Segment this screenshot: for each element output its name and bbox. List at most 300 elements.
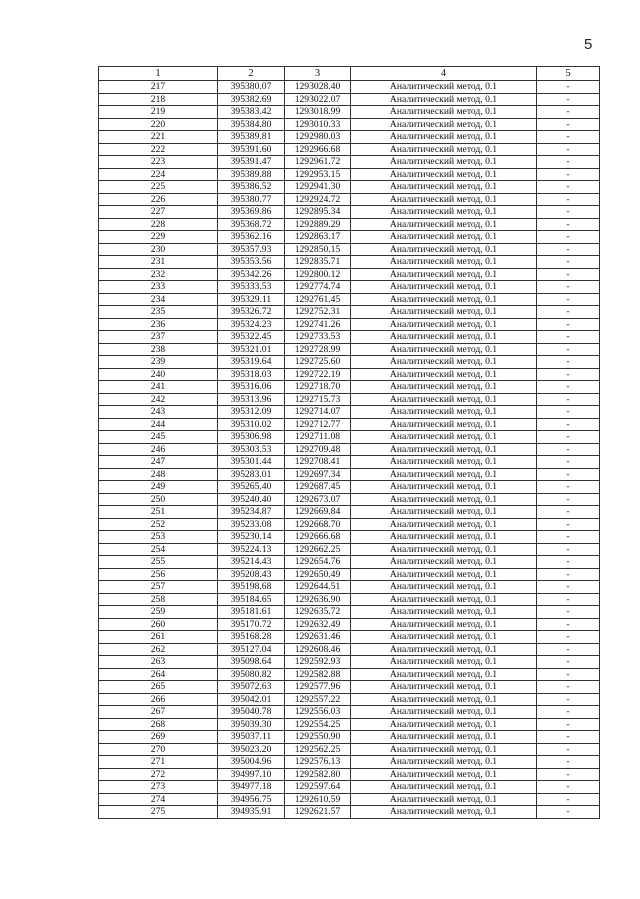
y-coordinate-cell: 1292924.72 — [285, 193, 351, 206]
x-coordinate-cell: 395181.61 — [218, 606, 285, 619]
mark-cell: - — [537, 106, 600, 119]
method-cell: Аналитический метод, 0.1 — [351, 106, 537, 119]
method-cell: Аналитический метод, 0.1 — [351, 643, 537, 656]
table-row — [99, 81, 600, 94]
mark-cell: - — [537, 343, 600, 356]
y-coordinate-cell: 1292610.59 — [285, 793, 351, 806]
point-number-cell: 218 — [99, 93, 218, 106]
method-cell: Аналитический метод, 0.1 — [351, 756, 537, 769]
y-coordinate-cell: 1292761.45 — [285, 293, 351, 306]
point-number-cell: 244 — [99, 418, 218, 431]
x-coordinate-cell: 395042.01 — [218, 693, 285, 706]
y-coordinate-cell: 1293018.99 — [285, 106, 351, 119]
y-coordinate-cell: 1292597.64 — [285, 781, 351, 794]
table-row — [99, 618, 600, 631]
point-number-cell: 220 — [99, 118, 218, 131]
y-coordinate-cell: 1292697.34 — [285, 468, 351, 481]
method-cell: Аналитический метод, 0.1 — [351, 693, 537, 706]
mark-cell: - — [537, 643, 600, 656]
method-cell: Аналитический метод, 0.1 — [351, 243, 537, 256]
mark-cell: - — [537, 693, 600, 706]
method-cell: Аналитический метод, 0.1 — [351, 743, 537, 756]
mark-cell: - — [537, 656, 600, 669]
table-row — [99, 593, 600, 606]
point-number-cell: 221 — [99, 131, 218, 144]
table-row — [99, 668, 600, 681]
y-coordinate-cell: 1292711.08 — [285, 431, 351, 444]
mark-cell: - — [537, 218, 600, 231]
x-coordinate-cell: 395326.72 — [218, 306, 285, 319]
point-number-cell: 269 — [99, 731, 218, 744]
point-number-cell: 253 — [99, 531, 218, 544]
y-coordinate-cell: 1292966.68 — [285, 143, 351, 156]
x-coordinate-cell: 395224.13 — [218, 543, 285, 556]
x-coordinate-cell: 395004.96 — [218, 756, 285, 769]
y-coordinate-cell: 1292718.70 — [285, 381, 351, 394]
method-cell: Аналитический метод, 0.1 — [351, 468, 537, 481]
method-cell: Аналитический метод, 0.1 — [351, 506, 537, 519]
point-number-cell: 255 — [99, 556, 218, 569]
method-cell: Аналитический метод, 0.1 — [351, 93, 537, 106]
point-number-cell: 226 — [99, 193, 218, 206]
method-cell: Аналитический метод, 0.1 — [351, 131, 537, 144]
column-header-4: 4 — [351, 67, 537, 81]
y-coordinate-cell: 1292953.15 — [285, 168, 351, 181]
x-coordinate-cell: 395312.09 — [218, 406, 285, 419]
point-number-cell: 264 — [99, 668, 218, 681]
table-row — [99, 756, 600, 769]
point-number-cell: 230 — [99, 243, 218, 256]
method-cell: Аналитический метод, 0.1 — [351, 256, 537, 269]
y-coordinate-cell: 1292608.46 — [285, 643, 351, 656]
mark-cell: - — [537, 418, 600, 431]
x-coordinate-cell: 395322.45 — [218, 331, 285, 344]
method-cell: Аналитический метод, 0.1 — [351, 343, 537, 356]
table-row — [99, 706, 600, 719]
mark-cell: - — [537, 293, 600, 306]
method-cell: Аналитический метод, 0.1 — [351, 356, 537, 369]
method-cell: Аналитический метод, 0.1 — [351, 368, 537, 381]
x-coordinate-cell: 395313.96 — [218, 393, 285, 406]
method-cell: Аналитический метод, 0.1 — [351, 231, 537, 244]
point-number-cell: 246 — [99, 443, 218, 456]
y-coordinate-cell: 1292577.96 — [285, 681, 351, 694]
y-coordinate-cell: 1292863.17 — [285, 231, 351, 244]
y-coordinate-cell: 1292722.19 — [285, 368, 351, 381]
x-coordinate-cell: 395316.06 — [218, 381, 285, 394]
table-row — [99, 193, 600, 206]
method-cell: Аналитический метод, 0.1 — [351, 706, 537, 719]
point-number-cell: 261 — [99, 631, 218, 644]
method-cell: Аналитический метод, 0.1 — [351, 393, 537, 406]
point-number-cell: 236 — [99, 318, 218, 331]
y-coordinate-cell: 1292582.80 — [285, 768, 351, 781]
x-coordinate-cell: 395389.81 — [218, 131, 285, 144]
point-number-cell: 268 — [99, 718, 218, 731]
x-coordinate-cell: 395386.52 — [218, 181, 285, 194]
point-number-cell: 225 — [99, 181, 218, 194]
y-coordinate-cell: 1292752.31 — [285, 306, 351, 319]
point-number-cell: 256 — [99, 568, 218, 581]
table-row — [99, 406, 600, 419]
y-coordinate-cell: 1292733.53 — [285, 331, 351, 344]
y-coordinate-cell: 1292980.03 — [285, 131, 351, 144]
table-row — [99, 543, 600, 556]
y-coordinate-cell: 1292631.46 — [285, 631, 351, 644]
mark-cell: - — [537, 618, 600, 631]
x-coordinate-cell: 395391.60 — [218, 143, 285, 156]
y-coordinate-cell: 1292850.15 — [285, 243, 351, 256]
table-row — [99, 531, 600, 544]
table-row — [99, 218, 600, 231]
method-cell: Аналитический метод, 0.1 — [351, 81, 537, 94]
y-coordinate-cell: 1292715.73 — [285, 393, 351, 406]
y-coordinate-cell: 1293022.07 — [285, 93, 351, 106]
x-coordinate-cell: 394935.91 — [218, 806, 285, 819]
mark-cell: - — [537, 306, 600, 319]
column-header-3: 3 — [285, 67, 351, 81]
mark-cell: - — [537, 143, 600, 156]
y-coordinate-cell: 1292889.29 — [285, 218, 351, 231]
y-coordinate-cell: 1292708.41 — [285, 456, 351, 469]
y-coordinate-cell: 1292774.74 — [285, 281, 351, 294]
table-row — [99, 481, 600, 494]
y-coordinate-cell: 1293010.33 — [285, 118, 351, 131]
table-row — [99, 556, 600, 569]
table-row — [99, 243, 600, 256]
method-cell: Аналитический метод, 0.1 — [351, 443, 537, 456]
table-row — [99, 568, 600, 581]
method-cell: Аналитический метод, 0.1 — [351, 318, 537, 331]
method-cell: Аналитический метод, 0.1 — [351, 606, 537, 619]
table-row — [99, 268, 600, 281]
x-coordinate-cell: 395040.78 — [218, 706, 285, 719]
point-number-cell: 227 — [99, 206, 218, 219]
table-row — [99, 318, 600, 331]
table-row — [99, 731, 600, 744]
mark-cell: - — [537, 181, 600, 194]
mark-cell: - — [537, 193, 600, 206]
mark-cell: - — [537, 793, 600, 806]
point-number-cell: 217 — [99, 81, 218, 94]
x-coordinate-cell: 395265.40 — [218, 481, 285, 494]
x-coordinate-cell: 395234.87 — [218, 506, 285, 519]
table-row — [99, 131, 600, 144]
y-coordinate-cell: 1292728.99 — [285, 343, 351, 356]
point-number-cell: 239 — [99, 356, 218, 369]
mark-cell: - — [537, 431, 600, 444]
method-cell: Аналитический метод, 0.1 — [351, 681, 537, 694]
method-cell: Аналитический метод, 0.1 — [351, 181, 537, 194]
method-cell: Аналитический метод, 0.1 — [351, 331, 537, 344]
method-cell: Аналитический метод, 0.1 — [351, 806, 537, 819]
y-coordinate-cell: 1292714.07 — [285, 406, 351, 419]
point-number-cell: 262 — [99, 643, 218, 656]
mark-cell: - — [537, 606, 600, 619]
table-row — [99, 168, 600, 181]
mark-cell: - — [537, 206, 600, 219]
mark-cell: - — [537, 668, 600, 681]
table-row — [99, 443, 600, 456]
x-coordinate-cell: 395170.72 — [218, 618, 285, 631]
method-cell: Аналитический метод, 0.1 — [351, 656, 537, 669]
table-body — [99, 81, 600, 819]
mark-cell: - — [537, 406, 600, 419]
column-header-1: 1 — [99, 67, 218, 81]
method-cell: Аналитический метод, 0.1 — [351, 781, 537, 794]
x-coordinate-cell: 395037.11 — [218, 731, 285, 744]
mark-cell: - — [537, 743, 600, 756]
point-number-cell: 222 — [99, 143, 218, 156]
mark-cell: - — [537, 768, 600, 781]
table-row — [99, 418, 600, 431]
table-row — [99, 143, 600, 156]
point-number-cell: 219 — [99, 106, 218, 119]
method-cell: Аналитический метод, 0.1 — [351, 431, 537, 444]
x-coordinate-cell: 395023.20 — [218, 743, 285, 756]
column-header-5: 5 — [537, 67, 600, 81]
method-cell: Аналитический метод, 0.1 — [351, 493, 537, 506]
y-coordinate-cell: 1292554.25 — [285, 718, 351, 731]
table-row — [99, 256, 600, 269]
y-coordinate-cell: 1292557.22 — [285, 693, 351, 706]
y-coordinate-cell: 1292636.90 — [285, 593, 351, 606]
mark-cell: - — [537, 331, 600, 344]
method-cell: Аналитический метод, 0.1 — [351, 306, 537, 319]
point-number-cell: 232 — [99, 268, 218, 281]
point-number-cell: 251 — [99, 506, 218, 519]
mark-cell: - — [537, 318, 600, 331]
point-number-cell: 274 — [99, 793, 218, 806]
table-row — [99, 343, 600, 356]
y-coordinate-cell: 1292550.90 — [285, 731, 351, 744]
mark-cell: - — [537, 118, 600, 131]
method-cell: Аналитический метод, 0.1 — [351, 543, 537, 556]
x-coordinate-cell: 395321.01 — [218, 343, 285, 356]
y-coordinate-cell: 1292650.49 — [285, 568, 351, 581]
y-coordinate-cell: 1292709.48 — [285, 443, 351, 456]
mark-cell: - — [537, 456, 600, 469]
x-coordinate-cell: 395318.03 — [218, 368, 285, 381]
mark-cell: - — [537, 681, 600, 694]
y-coordinate-cell: 1292632.49 — [285, 618, 351, 631]
y-coordinate-cell: 1292654.76 — [285, 556, 351, 569]
point-number-cell: 229 — [99, 231, 218, 244]
y-coordinate-cell: 1292635.72 — [285, 606, 351, 619]
x-coordinate-cell: 395127.04 — [218, 643, 285, 656]
point-number-cell: 234 — [99, 293, 218, 306]
y-coordinate-cell: 1292662.25 — [285, 543, 351, 556]
point-number-cell: 243 — [99, 406, 218, 419]
mark-cell: - — [537, 518, 600, 531]
page-number: 5 — [584, 36, 593, 53]
x-coordinate-cell: 395369.86 — [218, 206, 285, 219]
table-row — [99, 93, 600, 106]
table-row — [99, 118, 600, 131]
method-cell: Аналитический метод, 0.1 — [351, 206, 537, 219]
table-row — [99, 718, 600, 731]
method-cell: Аналитический метод, 0.1 — [351, 581, 537, 594]
x-coordinate-cell: 395039.30 — [218, 718, 285, 731]
mark-cell: - — [537, 243, 600, 256]
mark-cell: - — [537, 593, 600, 606]
method-cell: Аналитический метод, 0.1 — [351, 668, 537, 681]
point-number-cell: 254 — [99, 543, 218, 556]
x-coordinate-cell: 395310.02 — [218, 418, 285, 431]
method-cell: Аналитический метод, 0.1 — [351, 406, 537, 419]
x-coordinate-cell: 395208.43 — [218, 568, 285, 581]
point-number-cell: 265 — [99, 681, 218, 694]
method-cell: Аналитический метод, 0.1 — [351, 618, 537, 631]
x-coordinate-cell: 395072.63 — [218, 681, 285, 694]
table-row — [99, 356, 600, 369]
mark-cell: - — [537, 381, 600, 394]
table-row — [99, 231, 600, 244]
x-coordinate-cell: 395283.01 — [218, 468, 285, 481]
mark-cell: - — [537, 531, 600, 544]
table-row — [99, 631, 600, 644]
table-row — [99, 656, 600, 669]
x-coordinate-cell: 395353.56 — [218, 256, 285, 269]
table-row — [99, 781, 600, 794]
method-cell: Аналитический метод, 0.1 — [351, 768, 537, 781]
point-number-cell: 223 — [99, 156, 218, 169]
x-coordinate-cell: 395391.47 — [218, 156, 285, 169]
mark-cell: - — [537, 718, 600, 731]
mark-cell: - — [537, 231, 600, 244]
point-number-cell: 273 — [99, 781, 218, 794]
y-coordinate-cell: 1292800.12 — [285, 268, 351, 281]
point-number-cell: 233 — [99, 281, 218, 294]
method-cell: Аналитический метод, 0.1 — [351, 143, 537, 156]
table-row — [99, 806, 600, 819]
column-header-2: 2 — [218, 67, 285, 81]
mark-cell: - — [537, 368, 600, 381]
x-coordinate-cell: 395357.93 — [218, 243, 285, 256]
table-row — [99, 518, 600, 531]
mark-cell: - — [537, 168, 600, 181]
point-number-cell: 272 — [99, 768, 218, 781]
y-coordinate-cell: 1292741.26 — [285, 318, 351, 331]
y-coordinate-cell: 1292669.84 — [285, 506, 351, 519]
mark-cell: - — [537, 556, 600, 569]
method-cell: Аналитический метод, 0.1 — [351, 168, 537, 181]
point-number-cell: 235 — [99, 306, 218, 319]
mark-cell: - — [537, 581, 600, 594]
method-cell: Аналитический метод, 0.1 — [351, 156, 537, 169]
mark-cell: - — [537, 468, 600, 481]
x-coordinate-cell: 395389.88 — [218, 168, 285, 181]
x-coordinate-cell: 395380.07 — [218, 81, 285, 94]
point-number-cell: 275 — [99, 806, 218, 819]
mark-cell: - — [537, 806, 600, 819]
mark-cell: - — [537, 268, 600, 281]
point-number-cell: 237 — [99, 331, 218, 344]
method-cell: Аналитический метод, 0.1 — [351, 118, 537, 131]
point-number-cell: 258 — [99, 593, 218, 606]
table-row — [99, 681, 600, 694]
point-number-cell: 257 — [99, 581, 218, 594]
point-number-cell: 228 — [99, 218, 218, 231]
x-coordinate-cell: 395368.72 — [218, 218, 285, 231]
point-number-cell: 267 — [99, 706, 218, 719]
method-cell: Аналитический метод, 0.1 — [351, 281, 537, 294]
x-coordinate-cell: 395384.80 — [218, 118, 285, 131]
x-coordinate-cell: 395342.26 — [218, 268, 285, 281]
x-coordinate-cell: 395380.77 — [218, 193, 285, 206]
method-cell: Аналитический метод, 0.1 — [351, 593, 537, 606]
x-coordinate-cell: 395306.98 — [218, 431, 285, 444]
y-coordinate-cell: 1292687.45 — [285, 481, 351, 494]
y-coordinate-cell: 1292941.30 — [285, 181, 351, 194]
x-coordinate-cell: 395198.68 — [218, 581, 285, 594]
table-row — [99, 506, 600, 519]
x-coordinate-cell: 395184.65 — [218, 593, 285, 606]
mark-cell: - — [537, 93, 600, 106]
table-row — [99, 743, 600, 756]
y-coordinate-cell: 1293028.40 — [285, 81, 351, 94]
point-number-cell: 250 — [99, 493, 218, 506]
y-coordinate-cell: 1292644.51 — [285, 581, 351, 594]
table-row — [99, 768, 600, 781]
x-coordinate-cell: 395333.53 — [218, 281, 285, 294]
mark-cell: - — [537, 156, 600, 169]
method-cell: Аналитический метод, 0.1 — [351, 268, 537, 281]
table-row — [99, 331, 600, 344]
point-number-cell: 259 — [99, 606, 218, 619]
method-cell: Аналитический метод, 0.1 — [351, 418, 537, 431]
table-header-row — [99, 67, 600, 81]
y-coordinate-cell: 1292712.77 — [285, 418, 351, 431]
mark-cell: - — [537, 706, 600, 719]
y-coordinate-cell: 1292961.72 — [285, 156, 351, 169]
table-row — [99, 156, 600, 169]
x-coordinate-cell: 395303.53 — [218, 443, 285, 456]
table-row — [99, 431, 600, 444]
method-cell: Аналитический метод, 0.1 — [351, 456, 537, 469]
mark-cell: - — [537, 506, 600, 519]
mark-cell: - — [537, 731, 600, 744]
point-number-cell: 242 — [99, 393, 218, 406]
table-row — [99, 693, 600, 706]
x-coordinate-cell: 395168.28 — [218, 631, 285, 644]
table-row — [99, 643, 600, 656]
y-coordinate-cell: 1292592.93 — [285, 656, 351, 669]
table-row — [99, 381, 600, 394]
table-row — [99, 281, 600, 294]
coordinates-table — [98, 66, 600, 819]
mark-cell: - — [537, 81, 600, 94]
y-coordinate-cell: 1292725.60 — [285, 356, 351, 369]
x-coordinate-cell: 395301.44 — [218, 456, 285, 469]
x-coordinate-cell: 395319.64 — [218, 356, 285, 369]
x-coordinate-cell: 395329.11 — [218, 293, 285, 306]
x-coordinate-cell: 395362.16 — [218, 231, 285, 244]
point-number-cell: 271 — [99, 756, 218, 769]
point-number-cell: 263 — [99, 656, 218, 669]
point-number-cell: 266 — [99, 693, 218, 706]
method-cell: Аналитический метод, 0.1 — [351, 718, 537, 731]
method-cell: Аналитический метод, 0.1 — [351, 481, 537, 494]
y-coordinate-cell: 1292666.68 — [285, 531, 351, 544]
table-row — [99, 793, 600, 806]
method-cell: Аналитический метод, 0.1 — [351, 518, 537, 531]
y-coordinate-cell: 1292668.70 — [285, 518, 351, 531]
y-coordinate-cell: 1292673.07 — [285, 493, 351, 506]
y-coordinate-cell: 1292576.13 — [285, 756, 351, 769]
table-row — [99, 181, 600, 194]
table-row — [99, 293, 600, 306]
